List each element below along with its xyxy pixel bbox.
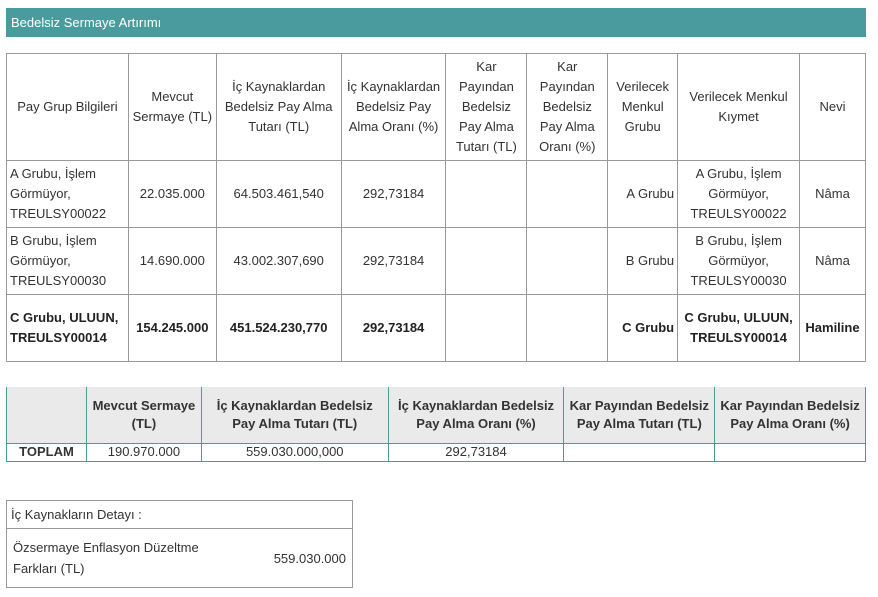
total-capital: 190.970.000	[86, 443, 201, 461]
capital-cell: 22.035.000	[128, 161, 216, 228]
detail-item-value: 559.030.000	[226, 529, 353, 588]
header-cell: Kar Payından Bedelsiz Pay Alma Tutarı (TL)	[564, 387, 715, 443]
total-label: TOPLAM	[7, 443, 87, 461]
type-cell: Nâma	[799, 161, 865, 228]
table-row	[7, 228, 866, 295]
type-cell: Hamiline	[799, 295, 865, 362]
dividend-amount-cell	[446, 161, 527, 228]
group-info-cell: B Grubu, İşlem Görmüyor, TREULSY00030	[7, 228, 129, 295]
header-cell: Verilecek Menkul Kıymet	[678, 54, 800, 161]
dividend-rate-cell	[527, 295, 608, 362]
internal-amount-cell: 43.002.307,690	[216, 228, 341, 295]
header-cell: Mevcut Sermaye (TL)	[86, 387, 201, 443]
dividend-rate-cell	[527, 228, 608, 295]
total-dividend-rate	[715, 443, 866, 461]
header-cell: Pay Grup Bilgileri	[7, 54, 129, 161]
total-internal-rate: 292,73184	[388, 443, 564, 461]
security-group-cell: A Grubu	[608, 161, 678, 228]
internal-amount-cell: 451.524.230,770	[216, 295, 341, 362]
total-internal-amount: 559.030.000,000	[201, 443, 388, 461]
internal-rate-cell: 292,73184	[341, 161, 446, 228]
header-cell: Kar Payından Bedelsiz Pay Alma Oranı (%)	[715, 387, 866, 443]
header-cell: Verilecek Menkul Grubu	[608, 54, 678, 161]
header-cell: İç Kaynaklardan Bedelsiz Pay Alma Tutarı (TL)	[201, 387, 388, 443]
table-row	[7, 161, 866, 228]
total-row	[7, 443, 866, 461]
detail-header: İç Kaynakların Detayı :	[7, 501, 353, 529]
internal-amount-cell: 64.503.461,540	[216, 161, 341, 228]
capital-increase-table	[6, 53, 866, 362]
capital-cell: 14.690.000	[128, 228, 216, 295]
internal-sources-detail-table	[6, 500, 353, 588]
dividend-amount-cell	[446, 228, 527, 295]
total-header-row	[7, 387, 866, 443]
type-cell: Nâma	[799, 228, 865, 295]
security-group-cell: C Grubu	[608, 295, 678, 362]
detail-header-row	[7, 501, 353, 529]
security-cell: C Grubu, ULUUN, TREULSY00014	[678, 295, 800, 362]
security-cell: A Grubu, İşlem Görmüyor, TREULSY00022	[678, 161, 800, 228]
header-cell: Mevcut Sermaye (TL)	[128, 54, 216, 161]
internal-rate-cell: 292,73184	[341, 295, 446, 362]
detail-row	[7, 529, 353, 588]
total-table	[6, 387, 866, 462]
header-cell: Nevi	[799, 54, 865, 161]
detail-item-label: Özsermaye Enflasyon Düzeltme Farkları (TL)	[7, 529, 226, 588]
dividend-amount-cell	[446, 295, 527, 362]
total-dividend-amount	[564, 443, 715, 461]
security-group-cell: B Grubu	[608, 228, 678, 295]
table-row	[7, 295, 866, 362]
table-header-row	[7, 54, 866, 161]
header-cell: İç Kaynaklardan Bedelsiz Pay Alma Tutarı (TL)	[216, 54, 341, 161]
capital-cell: 154.245.000	[128, 295, 216, 362]
security-cell: B Grubu, İşlem Görmüyor, TREULSY00030	[678, 228, 800, 295]
page-title: Bedelsiz Sermaye Artırımı	[6, 8, 866, 37]
header-cell: İç Kaynaklardan Bedelsiz Pay Alma Oranı (%)	[388, 387, 564, 443]
internal-rate-cell: 292,73184	[341, 228, 446, 295]
dividend-rate-cell	[527, 161, 608, 228]
header-cell: Kar Payından Bedelsiz Pay Alma Oranı (%)	[527, 54, 608, 161]
group-info-cell: A Grubu, İşlem Görmüyor, TREULSY00022	[7, 161, 129, 228]
group-info-cell: C Grubu, ULUUN, TREULSY00014	[7, 295, 129, 362]
header-cell	[7, 387, 87, 443]
header-cell: Kar Payından Bedelsiz Pay Alma Tutarı (TL)	[446, 54, 527, 161]
header-cell: İç Kaynaklardan Bedelsiz Pay Alma Oranı (%)	[341, 54, 446, 161]
